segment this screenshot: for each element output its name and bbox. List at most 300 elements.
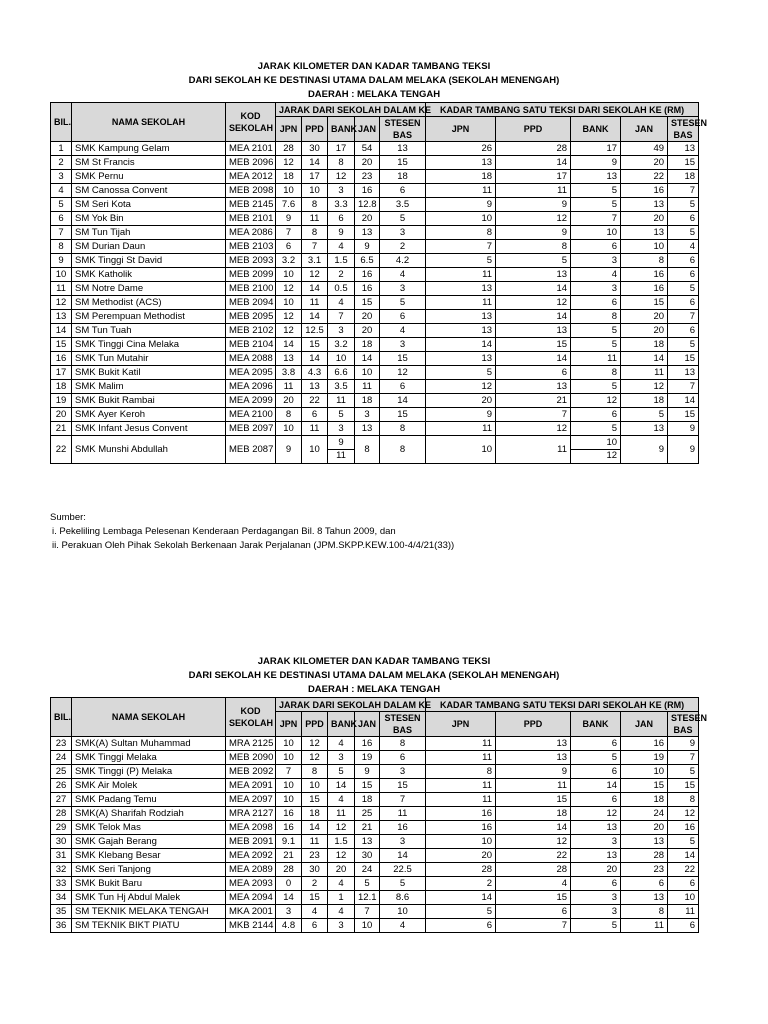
cell-rm-jpn: 18 (426, 170, 496, 184)
table-row (51, 919, 699, 933)
cell-ppd: 17 (302, 170, 328, 184)
header-rm-jpn: JPN (426, 117, 496, 142)
cell-kod: MRA 2127 (226, 807, 276, 821)
cell-rm-jpn: 13 (426, 352, 496, 366)
cell-jan: 12.8 (355, 198, 380, 212)
cell-bank: 12 (328, 821, 355, 835)
source-line-1: i. Pekeliling Lembaga Pelesenan Kenderaan Perdagangan Bil. 8 Tahun 2009, dan (52, 526, 396, 537)
header-kod-sekolah (226, 103, 276, 142)
cell-rm-stesen: 6 (668, 877, 699, 891)
table-row (51, 226, 699, 240)
header-rm-stesen-bas (668, 117, 708, 142)
cell-nama: SMK(A) Sultan Muhammad (72, 737, 226, 751)
cell-kod: MEB 2098 (226, 184, 276, 198)
cell-rm-jan: 14 (621, 352, 668, 366)
cell-stesen: 15 (380, 156, 426, 170)
cell-nama: SM Seri Kota (72, 198, 226, 212)
header-rm-ppd: PPD (496, 117, 571, 142)
cell-nama: SMK Ayer Keroh (72, 408, 226, 422)
cell-stesen: 22.5 (380, 863, 426, 877)
cell-nama: SMK Padang Temu (72, 793, 226, 807)
cell-rm-jan: 11 (621, 919, 668, 933)
cell-kod: MEB 2099 (226, 268, 276, 282)
cell-stesen: 15 (380, 779, 426, 793)
cell-rm-ppd: 9 (496, 198, 571, 212)
cell-rm-jan: 15 (621, 779, 668, 793)
cell-stesen: 4 (380, 324, 426, 338)
cell-jpn: 8 (276, 408, 302, 422)
cell-stesen: 3 (380, 226, 426, 240)
cell-rm-bank: 5 (571, 198, 621, 212)
cell-nama: SMK Kampung Gelam (72, 142, 226, 156)
cell-kod: MEB 2104 (226, 338, 276, 352)
cell-nama: SMK Katholik (72, 268, 226, 282)
cell-stesen: 3 (380, 765, 426, 779)
cell-bank: 14 (328, 779, 355, 793)
cell-rm-jan: 16 (621, 737, 668, 751)
cell-jpn: 28 (276, 863, 302, 877)
cell-jpn: 6 (276, 240, 302, 254)
cell-jpn: 14 (276, 891, 302, 905)
cell-kod: MEB 2102 (226, 324, 276, 338)
header-nama-sekolah: NAMA SEKOLAH (72, 698, 226, 737)
cell-bil: 32 (51, 863, 72, 877)
cell-bil: 25 (51, 765, 72, 779)
cell-nama: SM Perempuan Methodist (72, 310, 226, 324)
cell-kod: MEA 2101 (226, 142, 276, 156)
cell-rm-jan: 16 (621, 268, 668, 282)
cell-rm-jan: 11 (621, 366, 668, 380)
table-row (51, 380, 699, 394)
cell-kod: MEA 2098 (226, 821, 276, 835)
header-bank: BANK (328, 712, 355, 737)
cell-ppd: 8 (302, 765, 328, 779)
cell-jan: 9 (355, 765, 380, 779)
cell-bank: 5 (328, 408, 355, 422)
cell-bil: 21 (51, 422, 72, 436)
cell-rm-bank-split (571, 436, 621, 464)
cell-bil: 14 (51, 324, 72, 338)
cell-stesen: 6 (380, 751, 426, 765)
cell-rm-stesen: 7 (668, 380, 699, 394)
cell-ppd: 10 (302, 436, 328, 464)
cell-rm-bank: 5 (571, 380, 621, 394)
cell-rm-stesen: 14 (668, 394, 699, 408)
cell-bank: 4 (328, 877, 355, 891)
cell-bil: 8 (51, 240, 72, 254)
cell-rm-jpn: 9 (426, 198, 496, 212)
cell-rm-stesen: 6 (668, 324, 699, 338)
table-row (51, 142, 699, 156)
cell-rm-jan: 20 (621, 821, 668, 835)
cell-bank: 4 (328, 240, 355, 254)
cell-nama: SM Methodist (ACS) (72, 296, 226, 310)
cell-jpn: 13 (276, 352, 302, 366)
cell-jan: 10 (355, 366, 380, 380)
cell-stesen: 8 (380, 737, 426, 751)
table-row (51, 737, 699, 751)
table-body-1-extra (51, 436, 699, 464)
cell-nama: SMK(A) Sharifah Rodziah (72, 807, 226, 821)
cell-rm-jan: 23 (621, 863, 668, 877)
cell-stesen: 3 (380, 835, 426, 849)
cell-rm-stesen: 5 (668, 282, 699, 296)
cell-bank-b: 11 (336, 450, 346, 461)
cell-rm-bank: 9 (571, 156, 621, 170)
cell-jpn: 9 (276, 436, 302, 464)
cell-kod: MEA 2086 (226, 226, 276, 240)
cell-rm-stesen: 22 (668, 863, 699, 877)
cell-kod: MEB 2093 (226, 254, 276, 268)
cell-rm-bank: 6 (571, 765, 621, 779)
cell-rm-stesen: 6 (668, 919, 699, 933)
cell-jan: 16 (355, 282, 380, 296)
cell-stesen: 14 (380, 394, 426, 408)
cell-rm-jpn: 5 (426, 254, 496, 268)
cell-kod: MEB 2091 (226, 835, 276, 849)
cell-rm-ppd: 9 (496, 765, 571, 779)
cell-rm-jpn: 28 (426, 863, 496, 877)
cell-stesen: 15 (380, 352, 426, 366)
cell-rm-bank: 5 (571, 919, 621, 933)
cell-rm-stesen: 9 (668, 422, 699, 436)
header-rm-ppd: PPD (496, 712, 571, 737)
cell-rm-jpn: 5 (426, 905, 496, 919)
cell-bank: 20 (328, 863, 355, 877)
cell-rm-bank: 6 (571, 408, 621, 422)
cell-ppd: 11 (302, 212, 328, 226)
cell-stesen: 8 (380, 422, 426, 436)
header-kod-line-2: SEKOLAH (229, 123, 274, 133)
cell-rm-bank: 13 (571, 821, 621, 835)
cell-ppd: 18 (302, 807, 328, 821)
cell-ppd: 14 (302, 821, 328, 835)
table-row (51, 436, 699, 464)
cell-kod: MEA 2091 (226, 779, 276, 793)
cell-bil: 30 (51, 835, 72, 849)
header-jarak-group: JARAK DARI SEKOLAH DALAM KE (276, 103, 426, 117)
header-rm-stesen-bas (668, 712, 708, 737)
cell-rm-stesen: 11 (668, 905, 699, 919)
cell-rm-ppd: 28 (496, 863, 571, 877)
cell-jan: 13 (355, 226, 380, 240)
table-body-2 (51, 737, 699, 933)
cell-stesen: 4.2 (380, 254, 426, 268)
cell-rm-stesen: 16 (668, 821, 699, 835)
table-row (51, 765, 699, 779)
cell-stesen: 3.5 (380, 198, 426, 212)
cell-nama: SMK Pernu (72, 170, 226, 184)
header-ppd: PPD (302, 117, 328, 142)
cell-bank: 0.5 (328, 282, 355, 296)
cell-bil: 7 (51, 226, 72, 240)
cell-rm-bank: 6 (571, 296, 621, 310)
cell-bil: 12 (51, 296, 72, 310)
header-stesen-bas (380, 712, 426, 737)
cell-jan: 20 (355, 310, 380, 324)
header-rm-bank: BANK (571, 117, 621, 142)
cell-rm-ppd: 6 (496, 366, 571, 380)
cell-rm-jan: 8 (621, 905, 668, 919)
cell-bank: 17 (328, 142, 355, 156)
cell-kod: MEA 2099 (226, 394, 276, 408)
header-rm-stesen-line-2: BAS (673, 725, 693, 735)
cell-jan: 8 (355, 436, 380, 464)
cell-rm-jpn: 11 (426, 793, 496, 807)
header-jpn: JPN (276, 117, 302, 142)
table-row (51, 198, 699, 212)
cell-jan: 10 (355, 919, 380, 933)
cell-rm-jpn: 14 (426, 891, 496, 905)
cell-rm-jan: 5 (621, 408, 668, 422)
cell-bank: 11 (328, 807, 355, 821)
cell-bank: 2 (328, 268, 355, 282)
cell-rm-ppd: 11 (496, 779, 571, 793)
cell-bank: 3 (328, 324, 355, 338)
cell-bil: 4 (51, 184, 72, 198)
table-row (51, 821, 699, 835)
header-jan: JAN (355, 712, 380, 737)
cell-jan: 11 (355, 380, 380, 394)
cell-rm-jpn: 8 (426, 765, 496, 779)
cell-kod: MEB 2092 (226, 765, 276, 779)
cell-rm-stesen: 5 (668, 198, 699, 212)
cell-ppd: 22 (302, 394, 328, 408)
cell-jan: 15 (355, 296, 380, 310)
table-block-2 (50, 655, 708, 933)
cell-bank: 6.6 (328, 366, 355, 380)
fare-table-2 (50, 697, 708, 933)
cell-bank: 3 (328, 919, 355, 933)
cell-nama: SM Tun Tuah (72, 324, 226, 338)
table-row (51, 296, 699, 310)
cell-bank: 6 (328, 212, 355, 226)
cell-rm-jan: 10 (621, 765, 668, 779)
cell-bil: 33 (51, 877, 72, 891)
cell-rm-ppd: 14 (496, 282, 571, 296)
cell-nama: SMK Gajah Berang (72, 835, 226, 849)
cell-rm-jpn: 11 (426, 184, 496, 198)
cell-kod: MEB 2087 (226, 436, 276, 464)
cell-stesen: 5 (380, 296, 426, 310)
cell-rm-bank: 3 (571, 254, 621, 268)
fare-table-1 (50, 102, 708, 464)
cell-rm-stesen: 9 (668, 436, 699, 464)
cell-nama: SMK Tun Hj Abdul Malek (72, 891, 226, 905)
cell-rm-jpn: 5 (426, 366, 496, 380)
header-kod-line-1: KOD (240, 706, 261, 716)
cell-nama: SMK Malim (72, 380, 226, 394)
cell-jpn: 28 (276, 142, 302, 156)
cell-jan: 3 (355, 408, 380, 422)
cell-rm-jpn: 9 (426, 408, 496, 422)
cell-bank: 4 (328, 793, 355, 807)
cell-rm-ppd: 12 (496, 296, 571, 310)
cell-rm-stesen: 9 (668, 737, 699, 751)
cell-jpn: 16 (276, 807, 302, 821)
cell-bank: 12 (328, 849, 355, 863)
cell-jan: 7 (355, 905, 380, 919)
cell-jpn: 4.8 (276, 919, 302, 933)
cell-stesen: 8 (380, 436, 426, 464)
header-kod-line-2: SEKOLAH (229, 718, 274, 728)
cell-rm-bank: 3 (571, 905, 621, 919)
cell-bank: 4 (328, 737, 355, 751)
cell-ppd: 4 (302, 905, 328, 919)
cell-bank: 12 (328, 170, 355, 184)
cell-stesen: 18 (380, 170, 426, 184)
cell-ppd: 12 (302, 268, 328, 282)
cell-bil: 22 (51, 436, 72, 464)
cell-rm-bank: 13 (571, 849, 621, 863)
cell-rm-stesen: 13 (668, 142, 699, 156)
cell-bil: 15 (51, 338, 72, 352)
table-row (51, 254, 699, 268)
table-row (51, 905, 699, 919)
cell-jan: 20 (355, 156, 380, 170)
cell-bil: 28 (51, 807, 72, 821)
cell-nama: SM Durian Daun (72, 240, 226, 254)
cell-bil: 10 (51, 268, 72, 282)
cell-rm-jan: 13 (621, 198, 668, 212)
cell-rm-stesen: 7 (668, 751, 699, 765)
cell-rm-ppd: 13 (496, 268, 571, 282)
cell-bank: 5 (328, 765, 355, 779)
header-rm-stesen-line-1: STESEN (671, 713, 708, 723)
cell-rm-jpn: 11 (426, 268, 496, 282)
cell-rm-ppd: 14 (496, 352, 571, 366)
cell-nama: SMK Klebang Besar (72, 849, 226, 863)
cell-rm-bank: 7 (571, 212, 621, 226)
cell-rm-jan: 12 (621, 380, 668, 394)
cell-rm-bank: 10 (571, 226, 621, 240)
cell-stesen: 10 (380, 905, 426, 919)
cell-rm-stesen: 6 (668, 254, 699, 268)
table-row (51, 156, 699, 170)
cell-bank: 4 (328, 905, 355, 919)
header-jpn: JPN (276, 712, 302, 737)
table-row (51, 849, 699, 863)
cell-bil: 31 (51, 849, 72, 863)
header-stesen-line-2: BAS (393, 130, 413, 140)
cell-rm-jan: 18 (621, 793, 668, 807)
cell-ppd: 30 (302, 142, 328, 156)
cell-jpn: 7.6 (276, 198, 302, 212)
cell-bank: 3.3 (328, 198, 355, 212)
cell-stesen: 6 (380, 184, 426, 198)
cell-rm-ppd: 15 (496, 793, 571, 807)
cell-kod: MRA 2125 (226, 737, 276, 751)
cell-rm-jpn: 10 (426, 212, 496, 226)
cell-rm-bank: 6 (571, 877, 621, 891)
cell-nama: SMK Tun Mutahir (72, 352, 226, 366)
cell-jpn: 3 (276, 905, 302, 919)
cell-jpn: 11 (276, 380, 302, 394)
cell-rm-ppd: 9 (496, 226, 571, 240)
cell-rm-jan: 13 (621, 226, 668, 240)
cell-stesen: 12 (380, 366, 426, 380)
cell-nama: SMK Munshi Abdullah (72, 436, 226, 464)
cell-rm-jpn: 11 (426, 296, 496, 310)
cell-jpn: 16 (276, 821, 302, 835)
header-stesen-bas (380, 117, 426, 142)
cell-ppd: 12.5 (302, 324, 328, 338)
cell-nama: SM Yok Bin (72, 212, 226, 226)
cell-rm-ppd: 18 (496, 807, 571, 821)
table-row (51, 310, 699, 324)
cell-rm-stesen: 5 (668, 835, 699, 849)
title-line-2: DARI SEKOLAH KE DESTINASI UTAMA DALAM MELAKA (SEKOLAH MENENGAH) (188, 670, 560, 681)
cell-rm-stesen: 14 (668, 849, 699, 863)
cell-jpn: 0 (276, 877, 302, 891)
cell-jan: 30 (355, 849, 380, 863)
cell-rm-ppd: 14 (496, 310, 571, 324)
cell-kod: MEA 2097 (226, 793, 276, 807)
cell-stesen: 2 (380, 240, 426, 254)
cell-jpn: 12 (276, 310, 302, 324)
cell-ppd: 15 (302, 793, 328, 807)
cell-rm-jpn: 13 (426, 156, 496, 170)
cell-jpn: 10 (276, 296, 302, 310)
cell-stesen: 14 (380, 849, 426, 863)
cell-kod: MEA 2100 (226, 408, 276, 422)
cell-jpn: 20 (276, 394, 302, 408)
cell-jpn: 3.2 (276, 254, 302, 268)
cell-bank: 10 (328, 352, 355, 366)
cell-ppd: 3.1 (302, 254, 328, 268)
title-line-1: JARAK KILOMETER DAN KADAR TAMBANG TEKSI (257, 656, 491, 667)
cell-kod: MEA 2012 (226, 170, 276, 184)
cell-ppd: 14 (302, 156, 328, 170)
cell-jan: 54 (355, 142, 380, 156)
cell-bil: 1 (51, 142, 72, 156)
cell-bil: 17 (51, 366, 72, 380)
cell-jpn: 10 (276, 737, 302, 751)
cell-bil: 16 (51, 352, 72, 366)
cell-bank: 8 (328, 156, 355, 170)
table-row (51, 240, 699, 254)
cell-rm-bank: 5 (571, 422, 621, 436)
cell-bil: 18 (51, 380, 72, 394)
cell-rm-stesen: 18 (668, 170, 699, 184)
cell-rm-bank: 5 (571, 751, 621, 765)
cell-nama: SMK Bukit Rambai (72, 394, 226, 408)
cell-jpn: 10 (276, 184, 302, 198)
cell-stesen: 6 (380, 310, 426, 324)
cell-jpn: 7 (276, 226, 302, 240)
cell-rm-ppd: 5 (496, 254, 571, 268)
cell-rm-bank: 5 (571, 324, 621, 338)
cell-stesen: 5 (380, 212, 426, 226)
cell-bank: 4 (328, 296, 355, 310)
table-row (51, 422, 699, 436)
cell-rm-jpn: 10 (426, 835, 496, 849)
header-bil: BIL. (51, 103, 72, 142)
cell-rm-bank: 3 (571, 835, 621, 849)
cell-jpn: 9.1 (276, 835, 302, 849)
cell-rm-bank: 20 (571, 863, 621, 877)
cell-rm-stesen: 7 (668, 184, 699, 198)
cell-rm-stesen: 15 (668, 352, 699, 366)
cell-rm-jan: 20 (621, 324, 668, 338)
cell-stesen: 8.6 (380, 891, 426, 905)
cell-rm-jan: 18 (621, 394, 668, 408)
cell-stesen: 11 (380, 807, 426, 821)
table-row (51, 366, 699, 380)
cell-bil: 3 (51, 170, 72, 184)
cell-bank: 1 (328, 891, 355, 905)
cell-jpn: 21 (276, 849, 302, 863)
